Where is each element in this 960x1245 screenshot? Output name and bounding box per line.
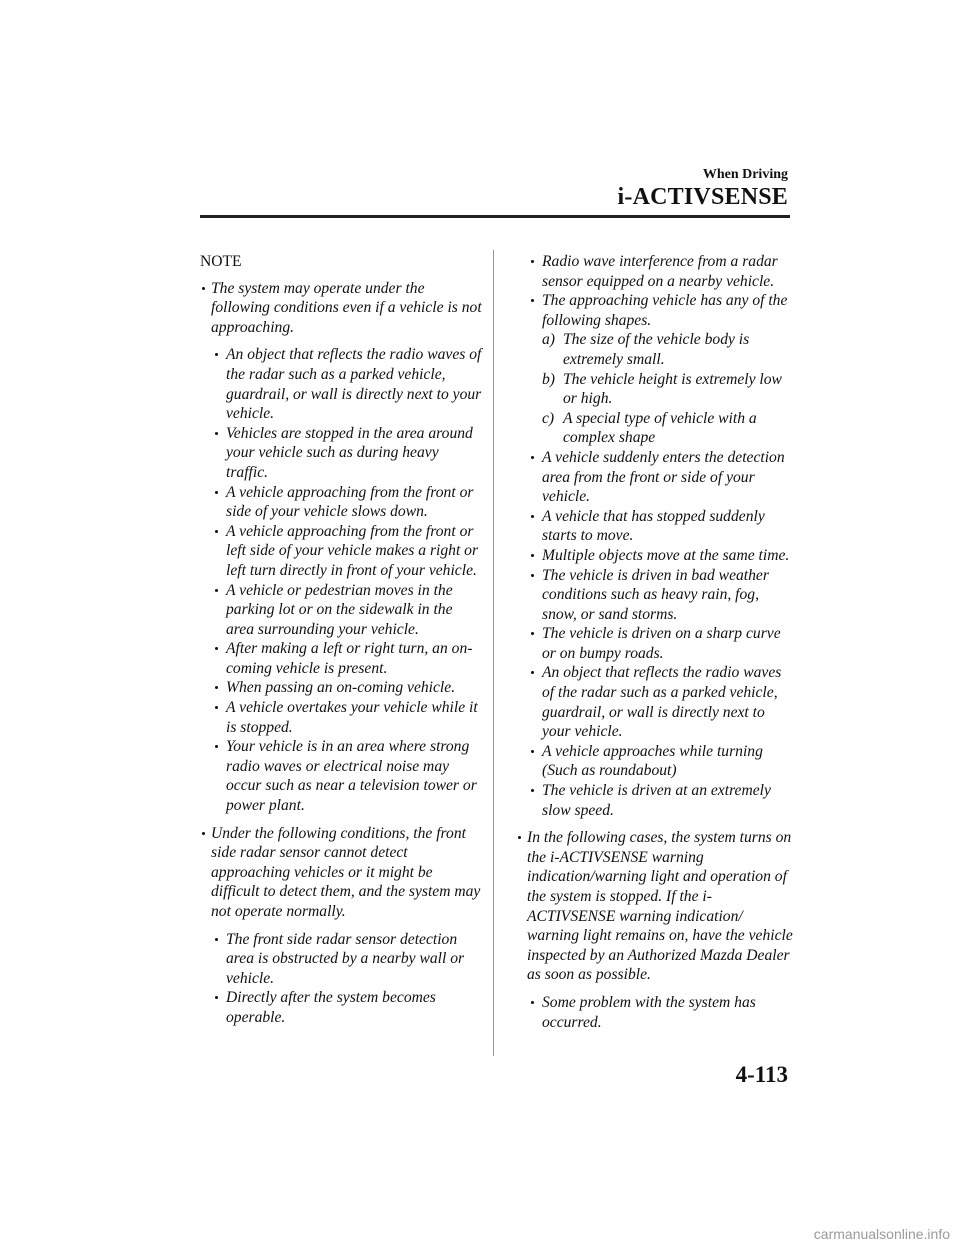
list-item: A vehicle that has stopped suddenly starts to move. [516,507,796,546]
shape-item-b [516,370,796,409]
shape-item-label: b) [542,370,555,388]
list-item: Your vehicle is in an area where strong radio waves or electrical noise may occur such as near a television tower or power plant. [200,737,483,815]
list-item: When passing an on-coming vehicle. [200,678,483,698]
left-column [200,252,483,1036]
list-item: A vehicle approaching from the front or side of your vehicle slows down. [200,483,483,522]
note-bullet-warning-light: In the following cases, the system turns on the i-ACTIVSENSE warning indication/warning light and operation of the system is stopped. If the i-ACTIVSENSE warning indication/ warning light remains on, have the vehicle inspected by an Authorized Mazda Dealer as soon as possible. [516,828,796,985]
list-item: A vehicle approaching from the front or left side of your vehicle makes a right or left turn directly in front of your vehicle. [200,522,483,581]
shape-item-text: The vehicle height is extremely low or high. [563,370,782,408]
section-label: When Driving [702,167,788,182]
shape-item-text: A special type of vehicle with a complex shape [563,409,757,447]
list-item: After making a left or right turn, an on-coming vehicle is present. [200,639,483,678]
list-item: The approaching vehicle has any of the following shapes. [516,291,796,330]
list-item: Directly after the system becomes operable. [200,988,483,1027]
shape-item-a [516,330,796,369]
false-operation-list [200,345,483,815]
list-item: A vehicle approaches while turning (Such as roundabout) [516,742,796,781]
list-item: A vehicle or pedestrian moves in the parking lot or on the sidewalk in the area surrounding your vehicle. [200,581,483,640]
shape-item-c [516,409,796,448]
page-number: 4-113 [735,1062,788,1087]
list-item: The front side radar sensor detection area is obstructed by a nearby wall or vehicle. [200,930,483,989]
right-column [516,252,796,1040]
list-item: The vehicle is driven at an extremely slow speed. [516,781,796,820]
column-divider [493,250,494,1056]
header-rule [200,215,790,218]
warning-light-list [516,993,796,1032]
detection-limits-list [200,930,483,1028]
detection-limits-list-continued [516,252,796,820]
list-item: An object that reflects the radio waves of the radar such as a parked vehicle, guardrail, or wall is directly next to your vehicle. [200,345,483,423]
list-item: The vehicle is driven in bad weather conditions such as heavy rain, fog, snow, or sand storms. [516,566,796,625]
list-item: An object that reflects the radio waves of the radar such as a parked vehicle, guardrail, or wall is directly next to your vehicle. [516,663,796,741]
note-bullet-false-operation: The system may operate under the following conditions even if a vehicle is not approaching. [200,279,483,338]
list-item: Some problem with the system has occurred. [516,993,796,1032]
note-title: NOTE [200,253,242,270]
shape-item-text: The size of the vehicle body is extremely small. [563,331,750,368]
list-item: Radio wave interference from a radar sensor equipped on a nearby vehicle. [516,252,796,291]
chapter-title: i-ACTIVSENSE [617,184,788,210]
shape-item-label: a) [542,331,555,349]
list-item: Vehicles are stopped in the area around your vehicle such as during heavy traffic. [200,424,483,483]
list-item: The vehicle is driven on a sharp curve or on bumpy roads. [516,624,796,663]
list-item: A vehicle suddenly enters the detection area from the front or side of your vehicle. [516,448,796,507]
list-item: Multiple objects move at the same time. [516,546,796,566]
shape-item-label: c) [542,409,555,427]
note-bullet-detection-limits: Under the following conditions, the front side radar sensor cannot detect approaching vehicles or it might be difficult to detect them, and the system may not operate normally. [200,824,483,922]
footer-watermark: carmanualsonline.info [813,1226,950,1242]
list-item: A vehicle overtakes your vehicle while it is stopped. [200,698,483,737]
